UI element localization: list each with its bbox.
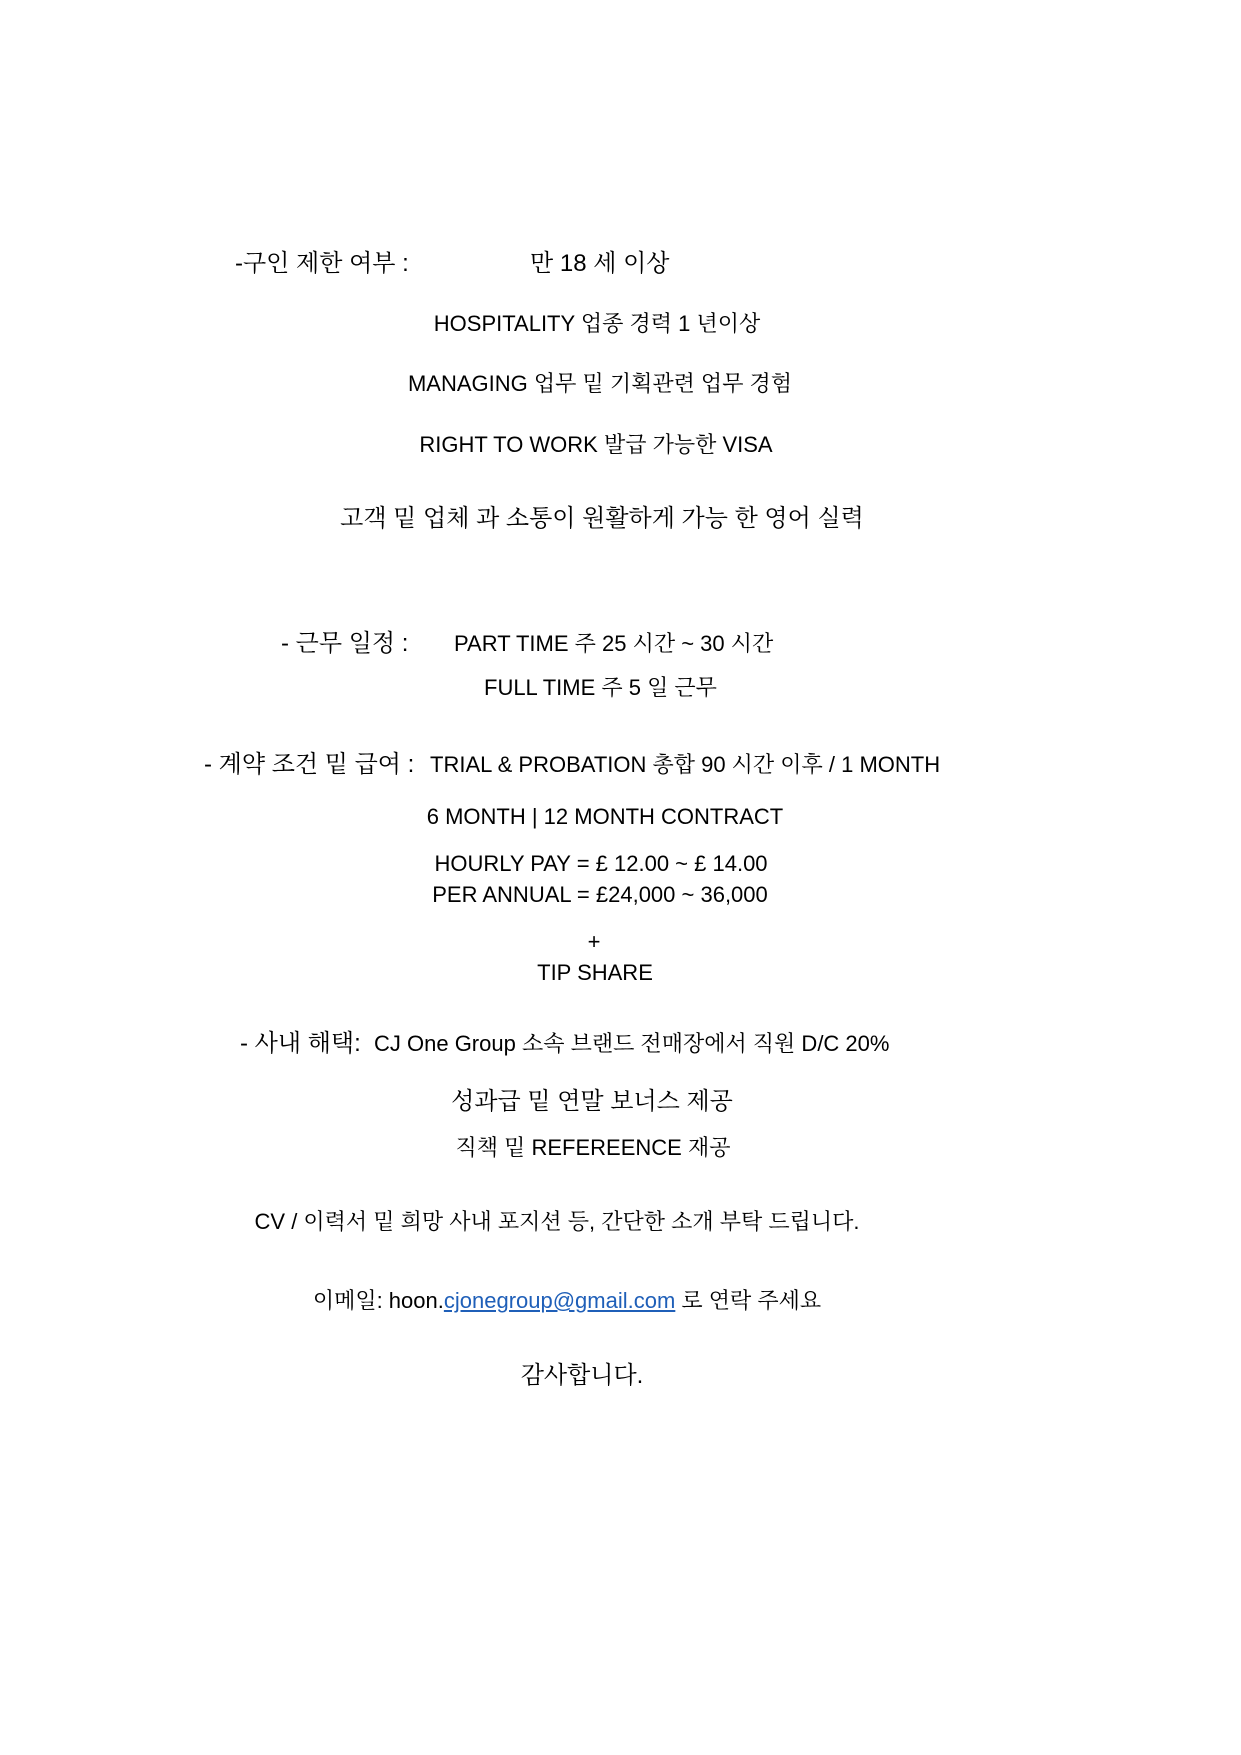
contract-hourly-pay: HOURLY PAY = £ 12.00 ~ £ 14.00 [434,851,768,876]
schedule-part-time: PART TIME 주 25 시간 ~ 30 시간 [454,631,774,656]
benefits-bonus: 성과급 밑 연말 보너스 제공 [451,1088,733,1115]
contract-plus: + [587,929,601,954]
recruit-age: 만 18 세 이상 [530,250,670,277]
contract-duration: 6 MONTH | 12 MONTH CONTRACT [426,804,784,829]
contract-trial: TRIAL & PROBATION 총합 90 시간 이후 / 1 MONTH [430,752,941,777]
recruit-experience: HOSPITALITY 업종 경력 1 년이상 [433,311,761,336]
contract-annual-pay: PER ANNUAL = £24,000 ~ 36,000 [432,882,768,907]
benefits-reference: 직책 밑 REFEREENCE 재공 [455,1135,731,1160]
cv-request: CV / 이력서 밑 희망 사내 포지션 등, 간단한 소개 부탁 드립니다. [254,1209,860,1234]
email-line [313,1287,821,1315]
recruit-managing: MANAGING 업무 밑 기획관련 업무 경험 [407,371,793,396]
thanks-text: 감사합니다. [520,1362,644,1389]
email-prefix: 이메일: hoon. [312,1288,444,1313]
recruit-visa: RIGHT TO WORK 발급 가능한 VISA [419,432,773,457]
benefits-discount: CJ One Group 소속 브랜드 전매장에서 직원 D/C 20% [374,1031,890,1056]
schedule-full-time: FULL TIME 주 5 일 근무 [484,675,717,700]
recruit-label: -구인 제한 여부 : [235,250,409,277]
recruit-english: 고객 밑 업체 과 소통이 원활하게 가능 한 영어 실력 [340,505,864,532]
email-link[interactable]: cjonegroup@gmail.com [443,1288,676,1313]
email-suffix: 로 연락 주세요 [675,1288,822,1313]
contract-tip: TIP SHARE [537,960,653,985]
contract-label: - 계약 조건 밑 급여 : [204,751,415,778]
benefits-label: - 사내 해택: [240,1030,361,1057]
schedule-label: - 근무 일정 : [281,630,409,657]
